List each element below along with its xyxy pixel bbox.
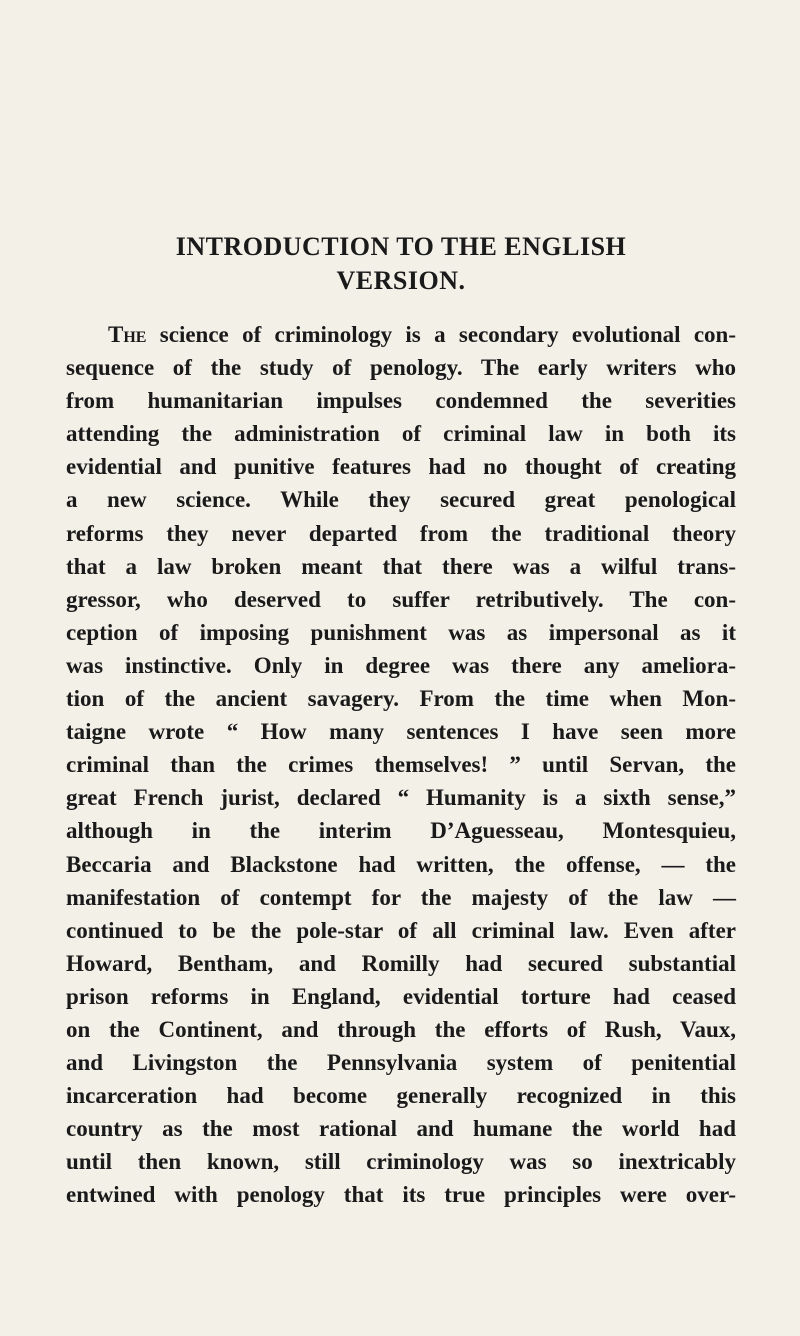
text-line: was instinctive. Only in degree was there any ameliora-: [66, 652, 736, 678]
lead-word: The: [108, 322, 147, 347]
text-line: on the Continent, and through the efforts of Rush, Vaux,: [66, 1016, 736, 1042]
text-line: until then known, still criminology was so inextricably: [66, 1149, 736, 1175]
heading-line-1: INTRODUCTION TO THE ENGLISH: [175, 232, 627, 261]
text-line: although in the interim D’Aguesseau, Montesquieu,: [66, 818, 736, 844]
text-line: from humanitarian impulses condemned the severities: [66, 388, 736, 414]
text-line: that a law broken meant that there was a wilful trans-: [66, 553, 736, 579]
text-line: great French jurist, declared “ Humanity is a sixth sense,”: [66, 785, 736, 811]
text-line: ception of imposing punishment was as impersonal as it: [66, 619, 736, 645]
text-line: evidential and punitive features had no thought of creating: [66, 454, 736, 480]
text-line: entwined with penology that its true principles were over-: [66, 1182, 736, 1208]
text-line: Beccaria and Blackstone had written, the offense, — the: [66, 851, 736, 877]
text-line: taigne wrote “ How many sentences I have seen more: [66, 719, 736, 745]
text-line: gressor, who deserved to suffer retributively. The con-: [66, 586, 736, 612]
text-line: and Livingston the Pennsylvania system of penitential: [66, 1050, 736, 1076]
text-line: criminal than the crimes themselves! ” until Servan, the: [66, 752, 736, 778]
book-page: [66, 230, 736, 1212]
text-line: sequence of the study of penology. The early writers who: [66, 355, 736, 381]
text-line: incarceration had become generally recognized in this: [66, 1083, 736, 1109]
text-line: prison reforms in England, evidential torture had ceased: [66, 983, 736, 1009]
text-line: a new science. While they secured great penological: [66, 487, 736, 513]
chapter-heading: [66, 230, 736, 298]
text-line: reforms they never departed from the traditional theory: [66, 520, 736, 546]
text-line: tion of the ancient savagery. From the time when Mon-: [66, 686, 736, 712]
text-line: continued to be the pole-star of all criminal law. Even after: [66, 917, 736, 943]
body-paragraph: [66, 318, 736, 1212]
text-line: [66, 318, 736, 351]
heading-line-2: VERSION.: [336, 266, 466, 295]
text-line: Howard, Bentham, and Romilly had secured substantial: [66, 950, 736, 976]
text-line-rest: science of criminology is a secondary evolutional con-: [146, 322, 736, 347]
text-line: country as the most rational and humane the world had: [66, 1116, 736, 1142]
text-line: manifestation of contempt for the majesty of the law —: [66, 884, 736, 910]
text-line: attending the administration of criminal law in both its: [66, 421, 736, 447]
